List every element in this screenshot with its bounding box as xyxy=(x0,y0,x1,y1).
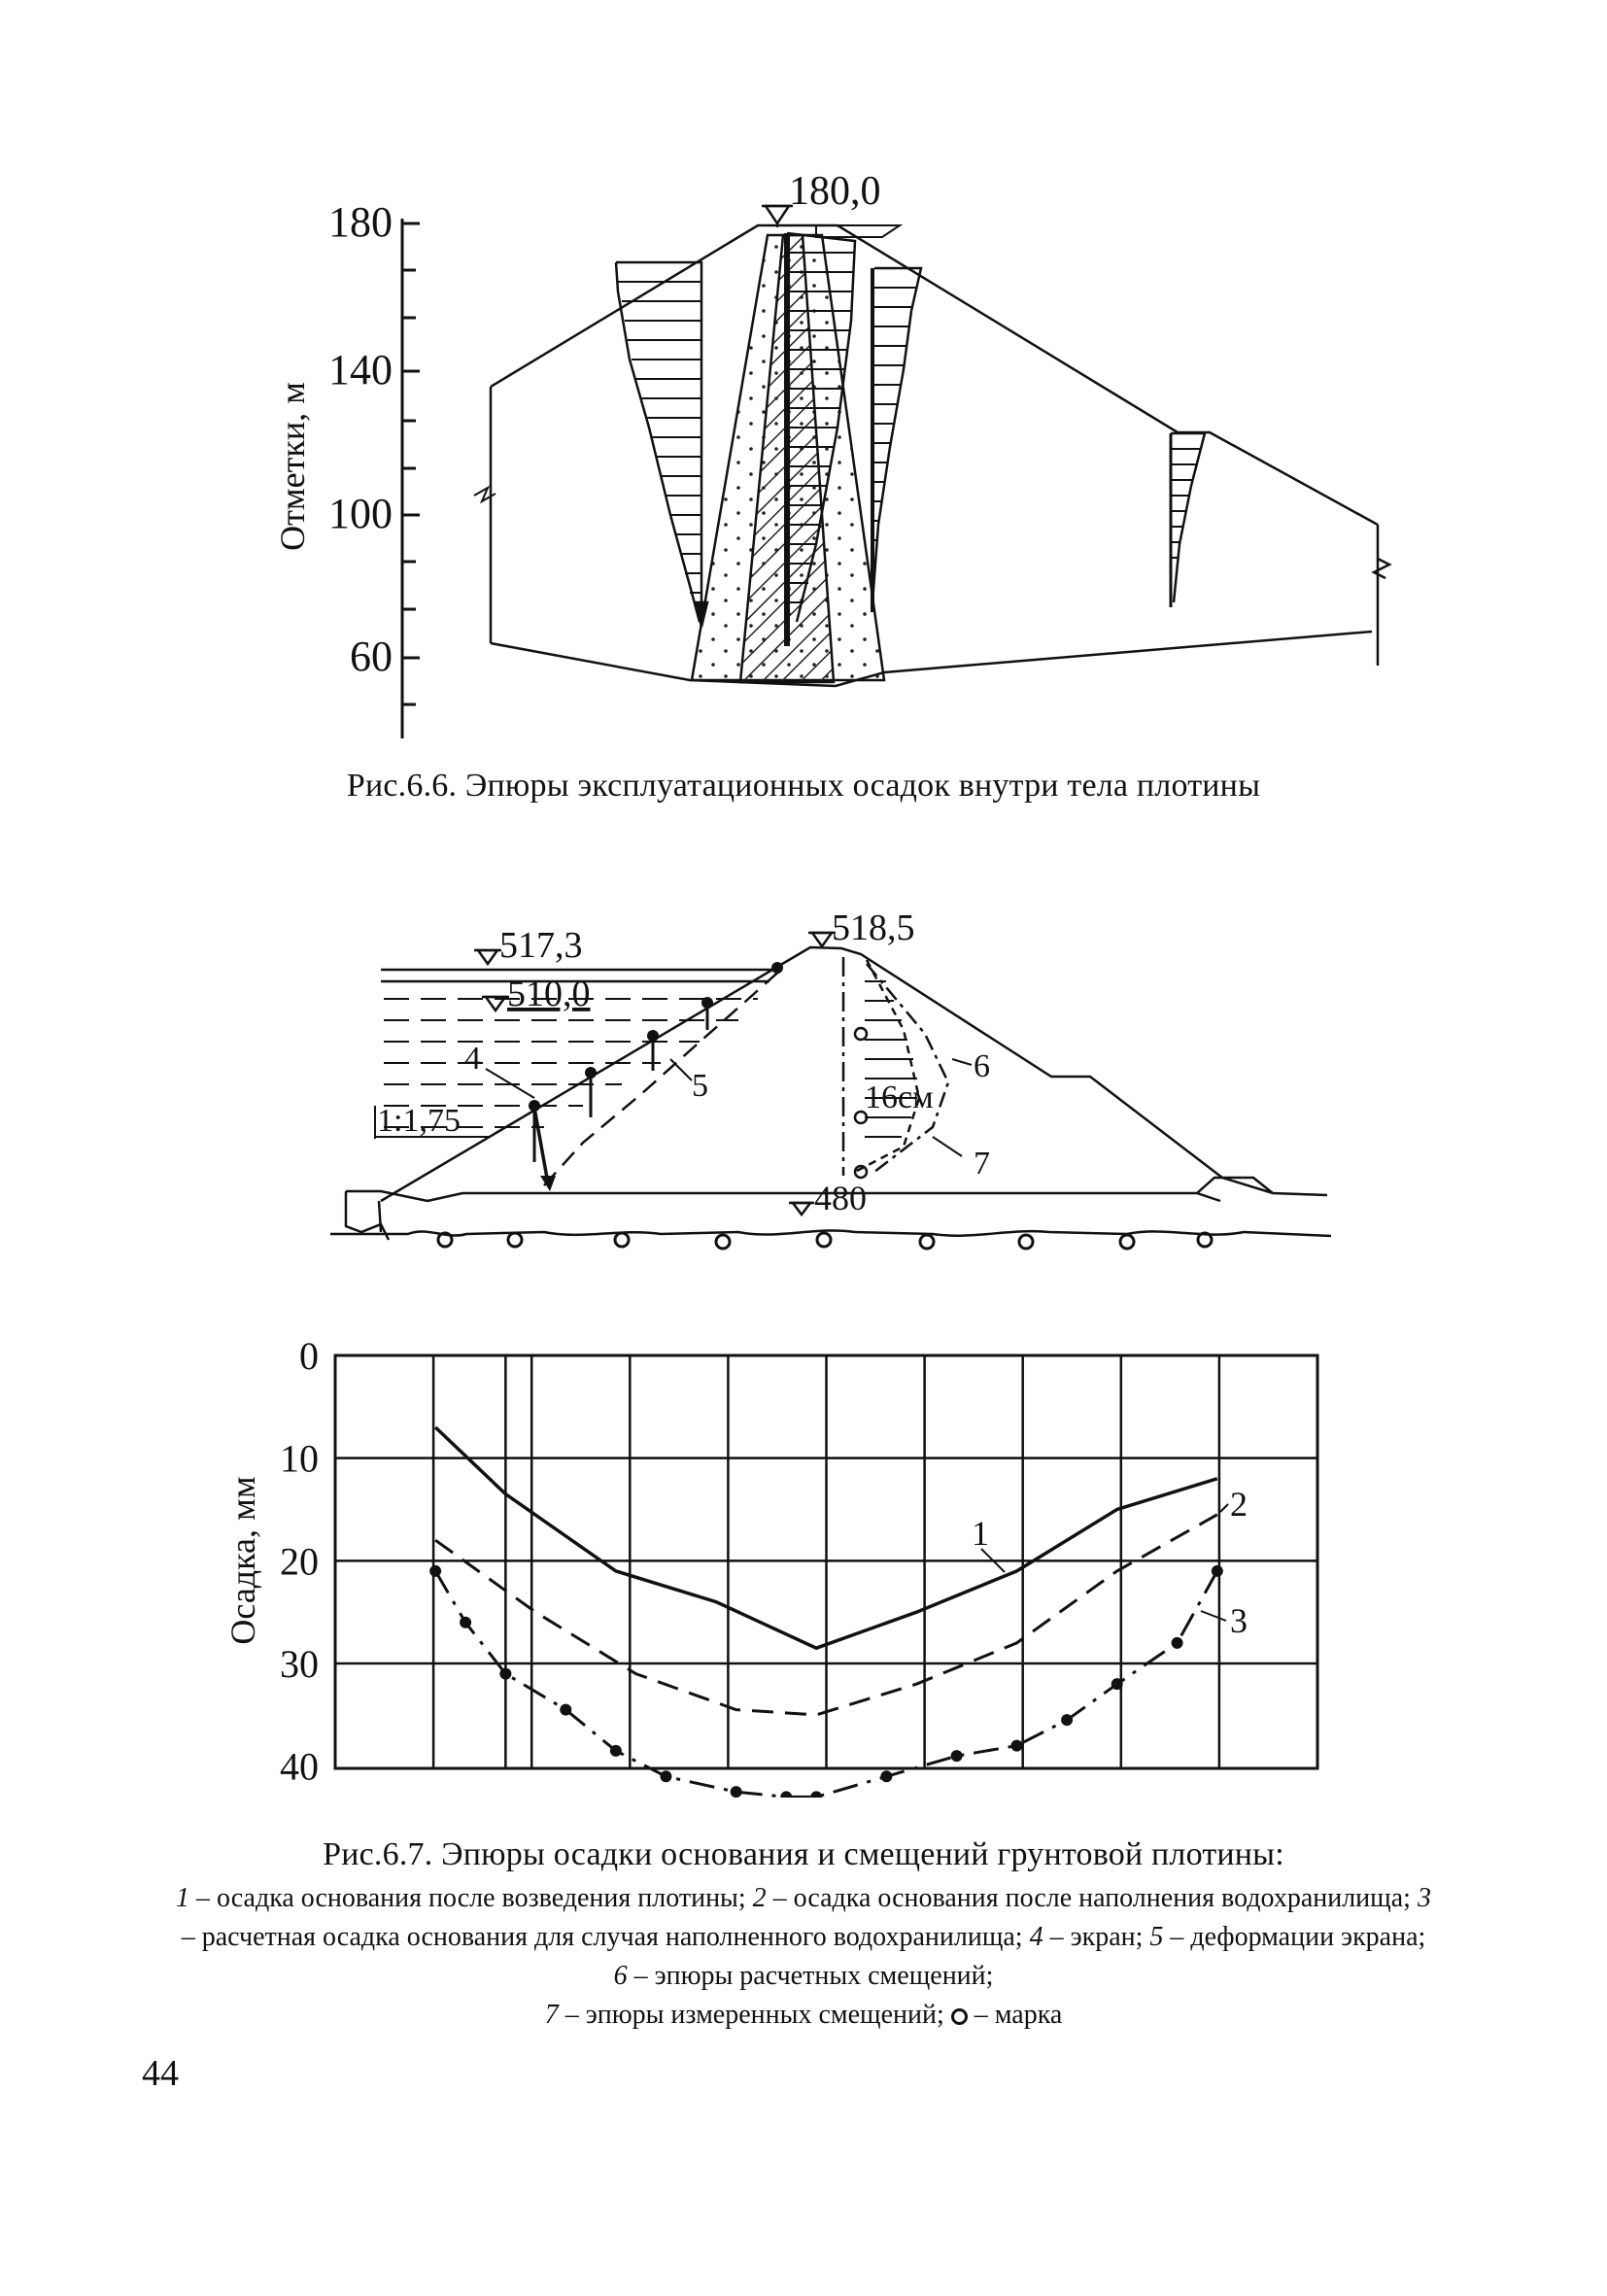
mark-icon xyxy=(951,2008,968,2025)
figure-6-7-caption: Рис.6.7. Эпюры осадки основания и смещений грунтовой плотины: xyxy=(323,1836,1284,1872)
series-point-3 xyxy=(1111,1678,1123,1690)
series-point-3 xyxy=(660,1770,671,1782)
y-tick: 140 xyxy=(328,346,393,394)
y-tick-label: 30 xyxy=(280,1642,319,1687)
series-labels xyxy=(972,1485,1248,1640)
crest-level-marker xyxy=(762,175,881,227)
series-point-3 xyxy=(780,1791,792,1798)
series-label-3: 3 xyxy=(1230,1601,1248,1640)
series-point-3 xyxy=(880,1770,892,1782)
series-point-3 xyxy=(1061,1714,1073,1726)
series-label-1: 1 xyxy=(972,1514,989,1553)
figure-6-7-legend: 1 – осадка основания после возведения плотины; 2 – осадка основания после наполнения водохранилища; 3 – расчетная осадка основания для случая наполненного водохранилища; 4 – экран; 5 – деформации экрана; 6 – эпюры расчетных смещений; 7 – эпюры измеренных смещений; – марка xyxy=(176,1883,1431,2030)
series-label-2: 2 xyxy=(1230,1485,1248,1524)
figure-6-7-section xyxy=(330,908,1341,1268)
figure-6-6 xyxy=(155,175,1399,777)
series-point-3 xyxy=(499,1668,511,1680)
series-point-3 xyxy=(560,1704,571,1716)
crest-elevation: 518,5 xyxy=(832,908,915,948)
y-tick: 60 xyxy=(350,633,393,680)
series-point-3 xyxy=(731,1786,742,1798)
y-tick-label: 20 xyxy=(280,1539,319,1584)
y-tick-label: 0 xyxy=(299,1334,319,1378)
series-point-3 xyxy=(951,1750,963,1762)
series-point-3 xyxy=(610,1745,622,1757)
settlement-chart xyxy=(194,1331,1360,1798)
callout-6: 6 xyxy=(974,1048,990,1084)
series-point-3 xyxy=(810,1791,822,1798)
series-point-3 xyxy=(1172,1637,1183,1649)
chart-y-ticks xyxy=(280,1334,319,1789)
elevation-axis xyxy=(273,198,420,738)
y-axis-label: Отметки, м xyxy=(273,382,312,551)
series-point-3 xyxy=(429,1565,441,1577)
displacement-label: 16см xyxy=(865,1079,934,1115)
settlement-marks xyxy=(438,1233,1212,1249)
water-level: 510,0 xyxy=(507,974,591,1014)
figure-6-6-caption: Рис.6.6. Эпюры эксплуатационных осадок внутри тела плотины xyxy=(346,768,1261,804)
series-point-3 xyxy=(460,1617,471,1628)
base-elevation: 480 xyxy=(814,1179,867,1217)
settlement-epures xyxy=(616,225,1205,646)
callout-7: 7 xyxy=(974,1146,990,1182)
crest-elevation: 180,0 xyxy=(789,175,881,214)
series-point-3 xyxy=(1212,1565,1223,1577)
callout-4: 4 xyxy=(464,1041,481,1077)
slope-label: 1:1,75 xyxy=(377,1103,461,1139)
page-number: 44 xyxy=(142,2053,179,2094)
dam-section xyxy=(474,225,1389,686)
y-tick-label: 40 xyxy=(280,1744,319,1789)
upstream-level: 517,3 xyxy=(499,925,583,966)
y-tick: 100 xyxy=(328,490,393,537)
callout-5: 5 xyxy=(692,1068,708,1104)
chart-grid xyxy=(335,1355,1317,1768)
y-tick-label: 10 xyxy=(280,1436,319,1481)
y-axis-label: Осадка, мм xyxy=(223,1476,262,1645)
series-point-3 xyxy=(1011,1740,1023,1752)
y-tick: 180 xyxy=(328,198,393,246)
